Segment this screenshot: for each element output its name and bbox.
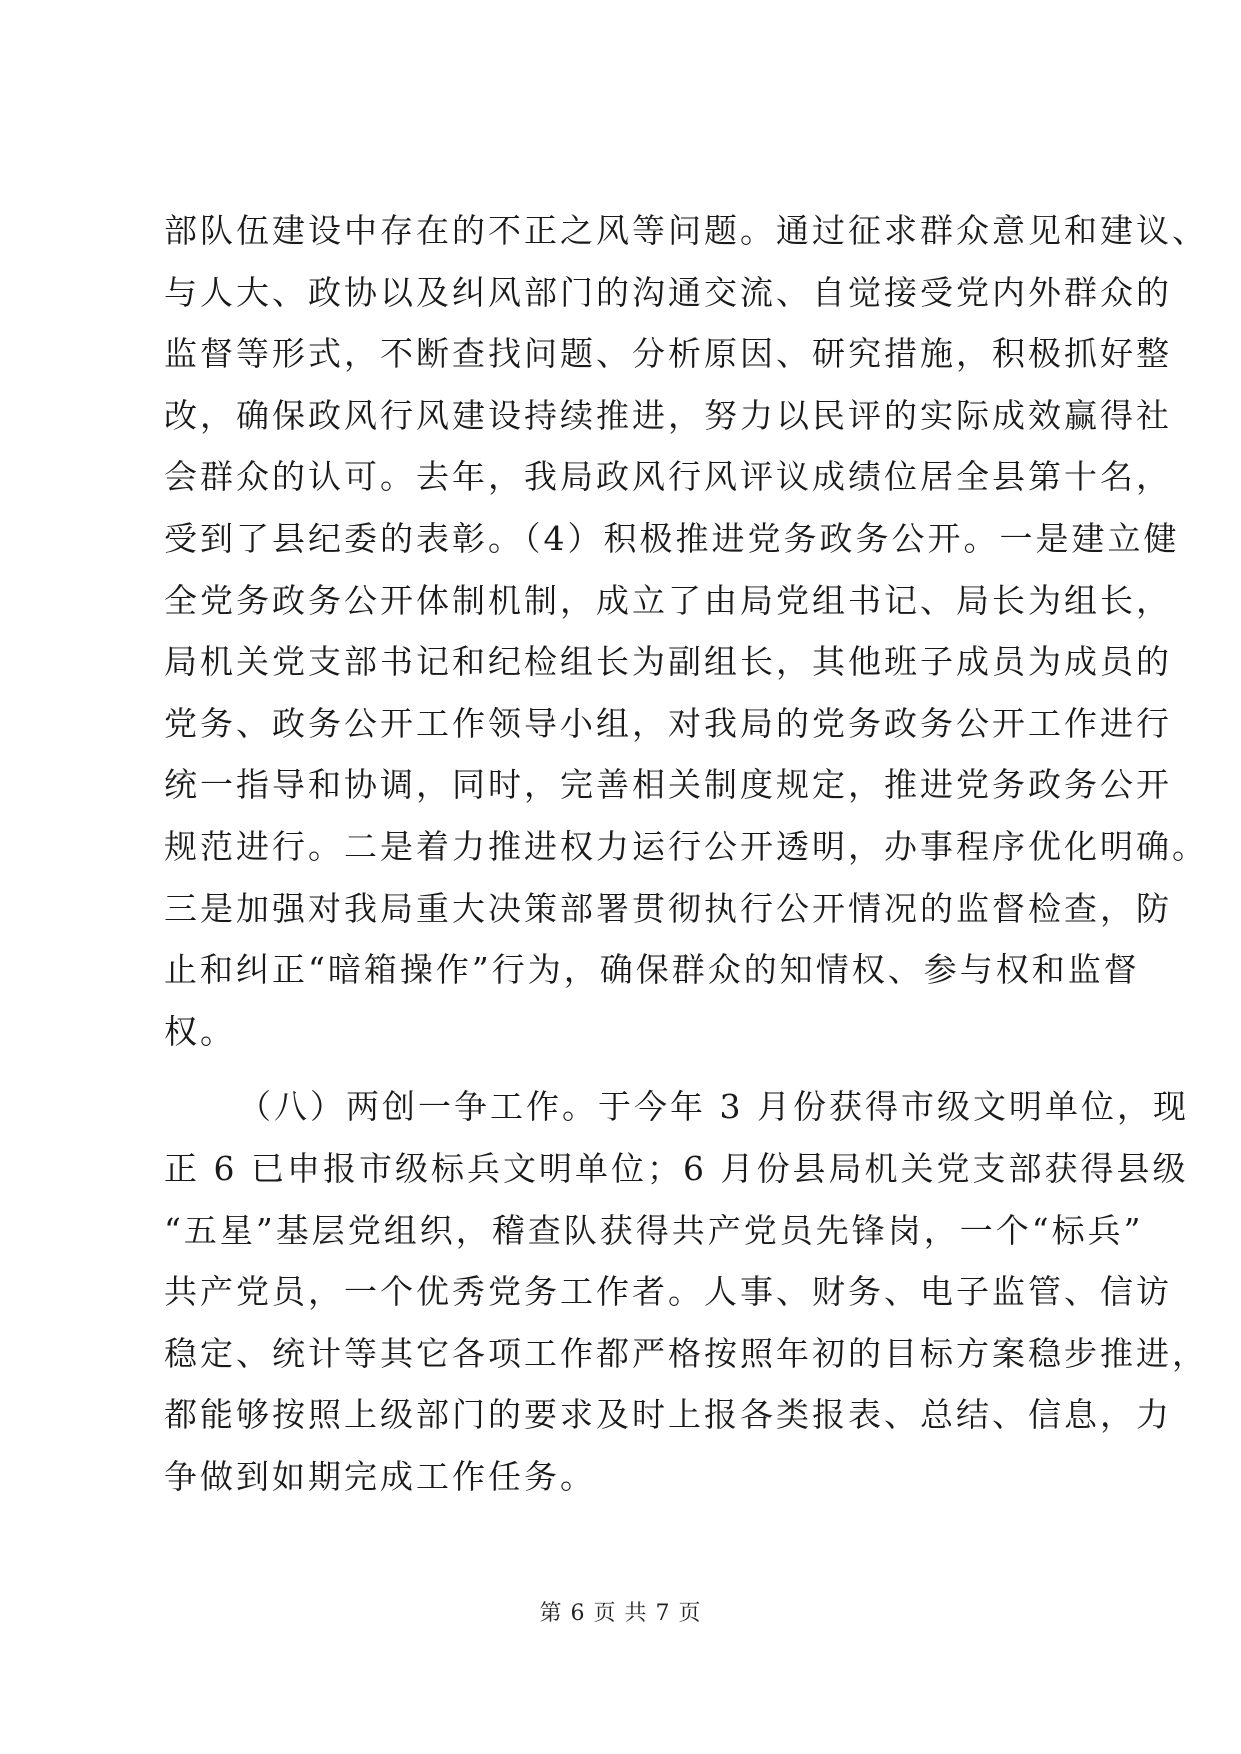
paragraph-gap — [164, 1062, 1124, 1076]
text-line: 全党务政务公开体制机制，成立了由局党组书记、局长为组长， — [164, 580, 1172, 620]
text-line: 监督等形式，不断查找问题、分析原因、研究措施，积极抓好整 — [164, 334, 1172, 374]
text-line: 局机关党支部书记和纪检组长为副组长，其他班子成员为成员的 — [164, 642, 1172, 682]
text-line: 部队伍建设中存在的不正之风等问题。通过征求群众意见和建议、 — [164, 211, 1208, 250]
text-line: 党务、政务公开工作领导小组，对我局的党务政务公开工作进行 — [164, 703, 1172, 743]
text-line: 三是加强对我局重大决策部署贯彻执行公开情况的监督检查，防 — [164, 888, 1172, 928]
text-line: 稳定、统计等其它各项工作都严格按照年初的目标方案稳步推进， — [164, 1333, 1208, 1373]
text-line: 规范进行。二是着力推进权力运行公开透明，办事程序优化明确。 — [164, 826, 1208, 866]
text-line: 受到了县纪委的表彰。（4）积极推进党务政务公开。一是建立健 — [164, 518, 1180, 558]
text-line: 与人大、政协以及纠风部门的沟通交流、自觉接受党内外群众的 — [164, 272, 1172, 312]
text-line: 争做到如期完成工作任务。 — [164, 1456, 596, 1496]
text-line: 都能够按照上级部门的要求及时上报各类报表、总结、信息，力 — [164, 1395, 1172, 1435]
text-line: （八）两创一争工作。于今年 3 月份获得市级文明单位，现 — [238, 1087, 1189, 1127]
text-line: 会群众的认可。去年，我局政风行风评议成绩位居全县第十名， — [164, 457, 1172, 497]
text-line: 改，确保政风行风建设持续推进，努力以民评的实际成效赢得社 — [164, 395, 1172, 435]
text-line: “五星”基层党组织，稽查队获得共产党员先锋岗，一个“标兵” — [164, 1210, 1144, 1250]
text-line: 正 6 已申报市级标兵文明单位；6 月份县局机关党支部获得县级 — [164, 1148, 1189, 1188]
document-body — [164, 200, 1208, 1507]
page-number: 第 6 页 共 7 页 — [539, 1601, 702, 1626]
text-line: 统一指导和协调，同时，完善相关制度规定，推进党务政务公开 — [164, 765, 1172, 805]
text-line: 止和纠正“暗箱操作”行为，确保群众的知情权、参与权和监督 — [164, 950, 1140, 990]
text-line: 共产党员，一个优秀党务工作者。人事、财务、电子监管、信访 — [164, 1272, 1172, 1312]
text-line: 权。 — [164, 1011, 236, 1051]
